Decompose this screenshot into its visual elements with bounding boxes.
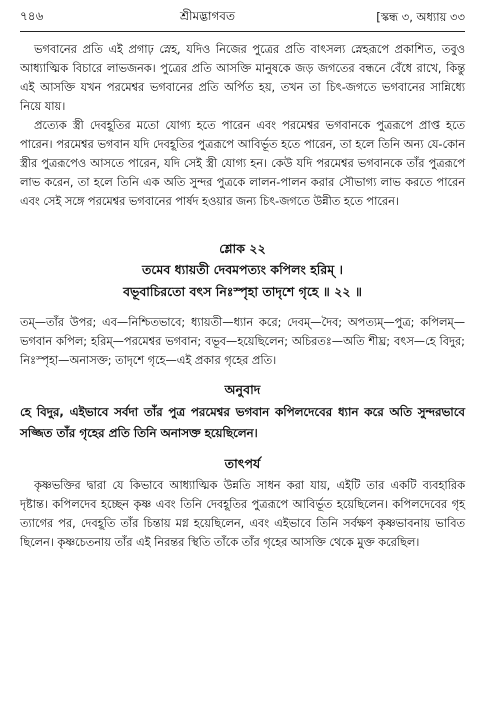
verse-heading: শ্লোক ২২ <box>219 241 266 256</box>
paragraph-1: ভগবানের প্রতি এই প্রগাঢ় স্নেহ, যদিও নিজের পুত্রের প্রতি বাৎসল্য স্নেহরূপে প্রকাশিত, তবুও আধ্যাত্মিক বিচারে লাভজনক। পুত্রের প্রতি আসক্তি মানুষকে জড় জগতের বন্ধনে বেঁধে রাখে, কিন্তু এই আসক্তি যখন পরমেশ্বর ভগবানের প্রতি অর্পিত হয়, তখন তা চিৎ-জগতে ভগবানের সান্নিধ্যে নিয়ে যায়। <box>20 43 465 113</box>
translation-heading: অনুবাদ <box>224 382 261 397</box>
book-title: শ্রীমদ্ভাগবত <box>179 9 235 23</box>
page-header <box>20 8 465 32</box>
purport-text: কৃষ্ণভক্তির দ্বারা যে কিভাবে আধ্যাত্মিক উন্নতি সাধন করা যায়, এইটি তার একটি ব্যবহারিক দৃষ্টান্ত। কপিলদেব হচ্ছেন কৃষ্ণ এবং তিনি দেবহূতির পুত্ররূপে আবির্ভূত হয়েছিলেন। কপিলদেবের গৃহ ত্যাগের পর, দেবহূতি তাঁর চিন্তায় মগ্ন হয়েছিলেন, এবং এইভাবে তিনি সর্বক্ষণ কৃষ্ণভাবনায় ভাবিত ছিলেন। কৃষ্ণচেতনায় তাঁর এই নিরন্তর স্থিতি তাঁকে তাঁর গৃহের আসক্তি থেকে মুক্ত করেছিল। <box>20 479 465 549</box>
verse-line-1: তমেব ধ্যায়তী দেবমপত্যং কপিলং হরিম্ । <box>142 262 343 277</box>
translation-text: হে বিদুর, এইভাবে সর্বদা তাঁর পুত্র পরমেশ্বর ভগবান কপিলদেবের ধ্যান করে অতি সুন্দরভাবে সজ্জিত তাঁর গৃহের প্রতি তিনি অনাসক্ত হয়েছিলেন। <box>20 405 465 440</box>
purport-heading: তাৎপর্য <box>224 456 261 471</box>
paragraph-2: প্রত্যেক স্ত্রী দেবহূতির মতো যোগ্য হতে পারেন এবং পরমেশ্বর ভগবানকে পুত্ররূপে প্রাপ্ত হতে পারেন। পরমেশ্বর ভগবান যদি দেবহূতির পুত্ররূপে আবির্ভূত হতে পারেন, তা হলে তিনি অন্য যে-কোন স্ত্রীর পুত্ররূপেও আসতে পারেন, যদি সেই স্ত্রী যোগ্য হন। কেউ যদি পরমেশ্বর ভগবানকে তাঁর পুত্ররূপে লাভ করেন, তা হলে তিনি এক অতি সুন্দর পুত্রকে লালন-পালন করার সৌভাগ্য লাভ করতে পারেন এবং সেই সঙ্গে পরমেশ্বর ভগবানের পার্ষদ হওয়ার জন্য চিৎ-জগতে উন্নীত হতে পারেন। <box>20 119 465 208</box>
verse-line-2: বভূবাচিরতো বৎস নিঃস্পৃহা তাদৃশে গৃহে ॥ ২২ ॥ <box>123 284 362 299</box>
word-synonyms: তম্—তাঁর উপর; এব—নিশ্চিতভাবে; ধ্যায়তী—ধ্যান করে; দেবম্—দৈব; অপত্যম্—পুত্র; কপিলম্—ভগবান কপিল; হরিম্—পরমেশ্বর ভগবান; বভূব—হয়েছিলেন; অচিরতঃ—অতি শীঘ্র; বৎস—হে বিদুর; নিঃস্পৃহা—অনাসক্ত; তাদৃশে গৃহে—এই প্রকার গৃহের প্রতি। <box>20 316 465 367</box>
chapter-reference: [স্কন্ধ ৩, অধ্যায় ৩৩ <box>376 9 465 24</box>
page-number: ৭৪৬ <box>20 9 44 23</box>
